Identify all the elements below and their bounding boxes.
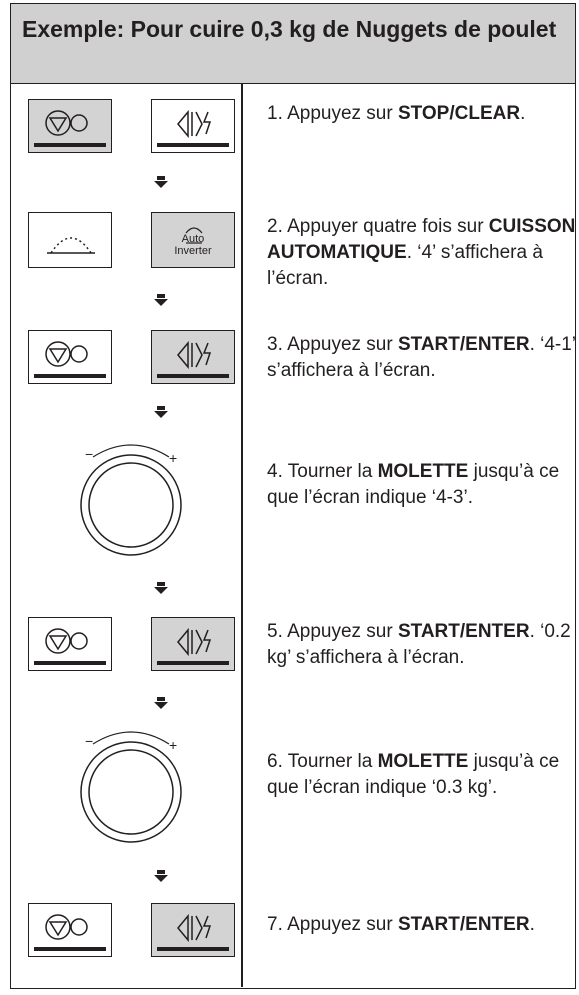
- button-underline: [157, 143, 229, 147]
- auto-label: Auto: [181, 233, 205, 245]
- page-title: Exemple: Pour cuire 0,3 kg de Nuggets de poulet: [22, 16, 557, 42]
- step-2-text: 2. Appuyer quatre fois sur CUISSON AUTOMATIQUE. ‘4’ s’affichera à l’écran.: [267, 216, 576, 289]
- auto-inverter-button[interactable]: [151, 212, 235, 268]
- start-enter-button[interactable]: [151, 330, 235, 384]
- arrow-down-icon: [154, 582, 168, 594]
- button-underline: [157, 947, 229, 951]
- step-4-text: 4. Tourner la MOLETTE jusqu’à ce que l’écran indique ‘4-3’.: [267, 461, 560, 508]
- dotted-arc-icon: [29, 213, 113, 269]
- stop-clear-button[interactable]: [28, 330, 112, 384]
- step-6-text: 6. Tourner la MOLETTE jusqu’à ce que l’écran indique ‘0.3 kg’.: [267, 751, 560, 798]
- dial-plus-label: +: [169, 737, 178, 753]
- button-underline: [157, 374, 229, 378]
- step-5-text: 5. Appuyez sur START/ENTER. ‘0.2 kg’ s’affichera à l’écran.: [267, 621, 571, 668]
- arrow-down-icon: [154, 870, 168, 882]
- step-3-text: 3. Appuyez sur START/ENTER. ‘4-1’ s’affichera à l’écran.: [267, 334, 576, 381]
- start-enter-button[interactable]: [151, 617, 235, 671]
- dial-knob-icon[interactable]: [71, 716, 191, 846]
- button-underline: [157, 661, 229, 665]
- stop-clear-button[interactable]: [28, 903, 112, 957]
- stop-clear-button[interactable]: [28, 99, 112, 153]
- arrow-down-icon: [154, 697, 168, 709]
- arrow-down-icon: [154, 176, 168, 188]
- dial-plus-label: +: [169, 450, 178, 466]
- arrow-down-icon: [154, 294, 168, 306]
- start-enter-button[interactable]: [151, 903, 235, 957]
- header-bar: [11, 4, 575, 84]
- inverter-label: Inverter: [174, 245, 212, 257]
- step-1-text: 1. Appuyez sur STOP/CLEAR.: [267, 103, 526, 124]
- instruction-panel: [10, 3, 576, 989]
- auto-cook-display: [28, 212, 112, 268]
- dial-minus-label: −: [85, 446, 94, 462]
- dial-knob-icon[interactable]: [71, 429, 191, 559]
- button-underline: [34, 374, 106, 378]
- stop-clear-button[interactable]: [28, 617, 112, 671]
- button-underline: [34, 947, 106, 951]
- step-7-text: 7. Appuyez sur START/ENTER.: [267, 914, 535, 935]
- column-divider: [241, 84, 243, 987]
- dial-minus-label: −: [85, 733, 94, 749]
- button-underline: [34, 661, 106, 665]
- button-underline: [34, 143, 106, 147]
- arrow-down-icon: [154, 406, 168, 418]
- start-enter-button[interactable]: [151, 99, 235, 153]
